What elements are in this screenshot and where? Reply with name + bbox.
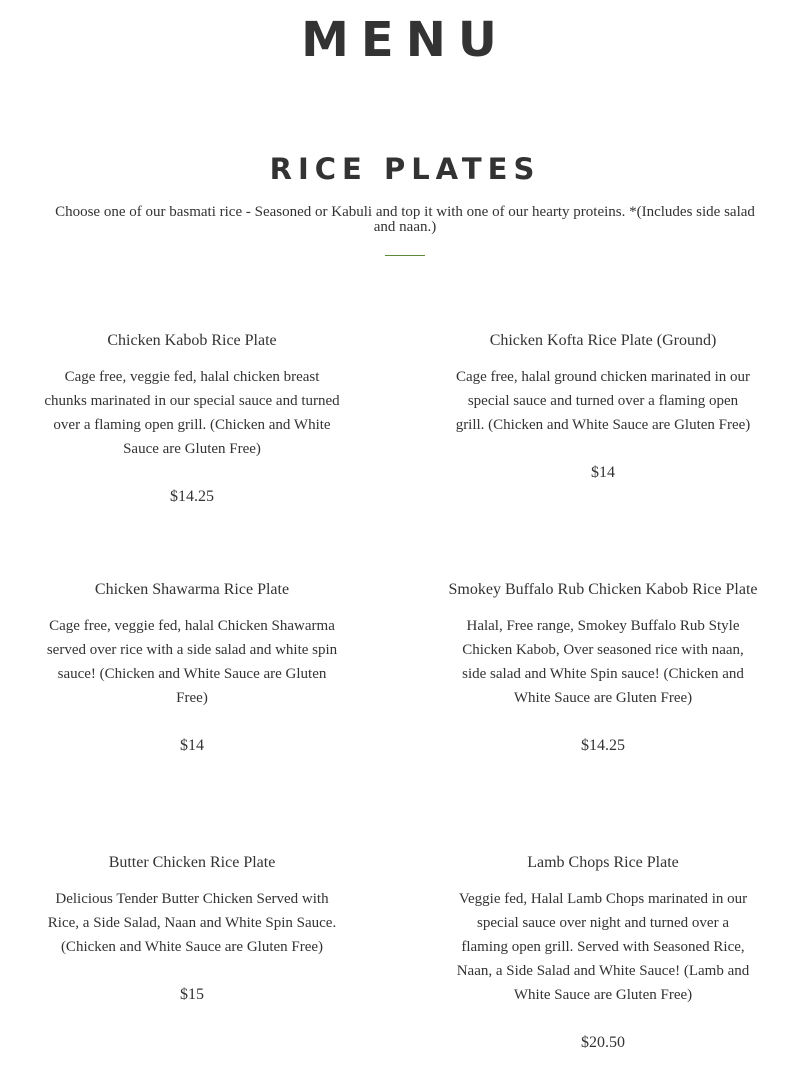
menu-item (448, 329, 758, 485)
menu-item-description: Cage free, veggie fed, halal Chicken Shawarma served over rice with a side salad and white spin sauce! (Chicken and White Sauce are Gluten Free) (46, 618, 338, 706)
menu-item-name: Chicken Kofta Rice Plate (Ground) (489, 332, 717, 349)
menu-item-name: Smokey Buffalo Rub Chicken Kabob Rice Plate (448, 581, 758, 598)
menu-item (37, 851, 347, 1007)
menu-item-price: $14.25 (170, 488, 214, 505)
page-title: MENU (301, 12, 509, 68)
menu-item-description: Cage free, halal ground chicken marinated in our special sauce and turned over a flaming open grill. (Chicken and White Sauce are Gluten Free) (455, 369, 751, 433)
menu-item-price: $14 (591, 464, 615, 481)
menu-item (37, 578, 347, 758)
menu-item (448, 851, 758, 1055)
menu-item-price: $15 (180, 986, 204, 1003)
menu-item-name: Chicken Kabob Rice Plate (107, 332, 277, 349)
section-title: RICE PLATES (269, 152, 541, 186)
menu-item-name: Lamb Chops Rice Plate (527, 854, 679, 871)
section-divider (385, 255, 425, 256)
menu-item-name: Butter Chicken Rice Plate (108, 854, 276, 871)
menu-item-description: Halal, Free range, Smokey Buffalo Rub Style Chicken Kabob, Over seasoned rice with naan, side salad and White Spin sauce! (Chicken and White Sauce are Gluten Free) (462, 618, 744, 706)
menu-item (37, 329, 347, 509)
menu-item-name: Chicken Shawarma Rice Plate (94, 581, 290, 598)
menu-item (448, 578, 758, 758)
menu-item-price: $14.25 (581, 737, 625, 754)
menu-item-price: $14 (180, 737, 204, 754)
menu-item-description: Delicious Tender Butter Chicken Served with Rice, a Side Salad, Naan and White Spin Sauce. (Chicken and White Sauce are Gluten Free) (47, 891, 337, 955)
menu-item-description: Veggie fed, Halal Lamb Chops marinated in our special sauce over night and turned over a flaming open grill. Served with Seasoned Rice, Naan, a Side Salad and White Sauce! (Lamb and White Sauce are Gluten Free) (456, 891, 750, 1003)
menu-item-description: Cage free, veggie fed, halal chicken breast chunks marinated in our special sauce and turned over a flaming open grill. (Chicken and White Sauce are Gluten Free) (44, 369, 340, 457)
menu-item-price: $20.50 (581, 1034, 625, 1051)
section-description: Choose one of our basmati rice - Seasoned or Kabuli and top it with one of our hearty proteins. *(Includes side salad and naan.) (55, 204, 755, 235)
